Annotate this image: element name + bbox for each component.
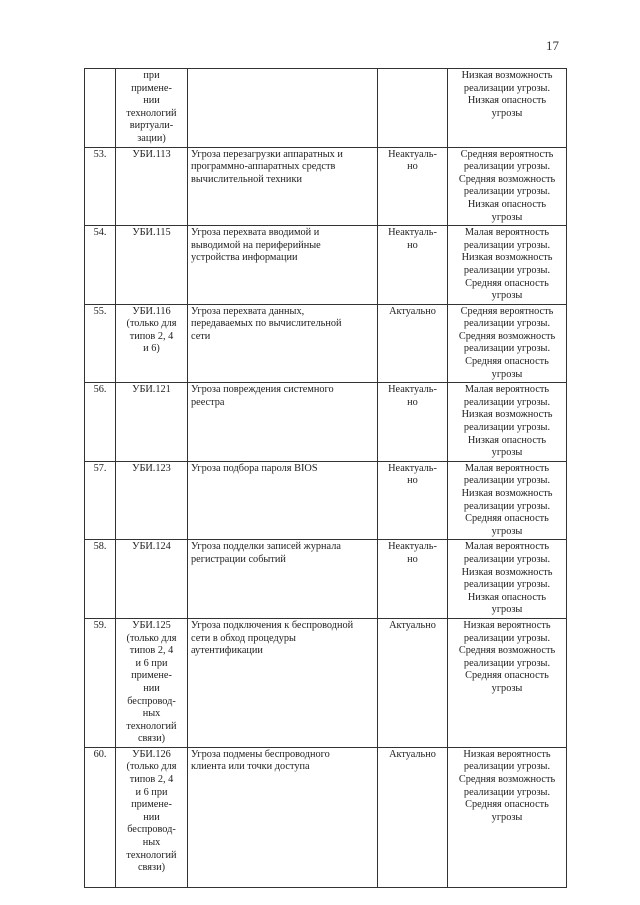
threat-id-cell — [116, 226, 188, 305]
cell-text-line: реализации угрозы. — [463, 186, 551, 198]
cell-text-line: УБИ.113 — [132, 148, 171, 160]
threat-name-cell — [188, 618, 378, 747]
relevance-cell — [378, 226, 448, 305]
cell-text-line: Угроза подбора пароля BIOS — [191, 462, 318, 474]
cell-text-line: типов 2, 4 — [129, 330, 174, 342]
cell-text-line: нии — [143, 811, 160, 823]
cell-text-line: технологий — [126, 720, 177, 732]
cell-text-line: реализации угрозы. — [463, 343, 551, 355]
cell-text-line: Средняя вероятность — [460, 305, 554, 317]
cell-text-line: (только для — [126, 632, 177, 644]
table-row — [85, 540, 567, 619]
threat-name-cell — [188, 69, 378, 148]
cell-text-line: виртуали- — [129, 120, 174, 132]
cell-text-line: реализации угрозы. — [463, 264, 551, 276]
threat-name-cell — [188, 540, 378, 619]
table-row — [85, 226, 567, 305]
cell-text-line: реализации угрозы. — [463, 161, 551, 173]
threat-name-cell — [188, 147, 378, 226]
cell-text-line: и 6 при — [135, 786, 168, 798]
cell-text-line: примене- — [131, 799, 172, 811]
cell-text-line: Неактуаль- — [388, 462, 437, 474]
threat-id-cell — [116, 147, 188, 226]
row-number-cell — [85, 69, 116, 148]
cell-text-line: реализации угрозы. — [463, 657, 551, 669]
cell-text-line: Средняя возможность — [458, 774, 556, 786]
cell-text-line: угрозы — [491, 368, 523, 380]
cell-text-line: Средняя опасность — [465, 513, 549, 525]
cell-text-line: Угроза перехвата данных, — [191, 305, 305, 317]
cell-text-line: реализации угрозы. — [463, 475, 551, 487]
assessment-cell — [448, 540, 567, 619]
cell-text-line: угрозы — [491, 525, 523, 537]
relevance-cell — [378, 383, 448, 462]
cell-text-line: Малая вероятность — [464, 462, 550, 474]
cell-text-line: Средняя опасность — [465, 356, 549, 368]
threat-name-cell — [188, 747, 378, 887]
row-number-cell: 54. — [85, 226, 116, 305]
row-number-cell: 56. — [85, 383, 116, 462]
cell-text-line: передаваемых по вычислительной — [191, 318, 342, 330]
cell-text-line: Неактуаль- — [388, 148, 437, 160]
relevance-cell — [378, 147, 448, 226]
cell-text-line: угрозы — [491, 604, 523, 616]
cell-text-line: Угроза подмены беспроводного — [191, 748, 330, 760]
cell-text-line: реализации угрозы. — [463, 422, 551, 434]
relevance-cell — [378, 618, 448, 747]
assessment-cell — [448, 304, 567, 383]
cell-text-line: реализации угрозы. — [463, 396, 551, 408]
cell-text-line: реализации угрозы. — [463, 318, 551, 330]
threat-id-cell — [116, 540, 188, 619]
row-number-cell: 57. — [85, 461, 116, 540]
assessment-cell — [448, 147, 567, 226]
cell-text-line: УБИ.115 — [132, 227, 171, 239]
cell-text-line: УБИ.116 — [132, 305, 171, 317]
threat-table-body — [85, 69, 567, 888]
cell-text-line: Средняя опасность — [465, 799, 549, 811]
cell-text-line: Низкая возможность — [461, 566, 553, 578]
threat-id-cell — [116, 747, 188, 887]
cell-text-line: беспровод- — [127, 695, 176, 707]
cell-text-line: Угроза перехвата вводимой и — [191, 227, 320, 239]
cell-text-line: зации) — [137, 132, 166, 144]
cell-text-line: угрозы — [491, 290, 523, 302]
relevance-cell — [378, 69, 448, 148]
cell-text-line: вычислительной техники — [191, 173, 302, 185]
cell-text-line: реализации угрозы. — [463, 82, 551, 94]
cell-text-line: Средняя вероятность — [460, 148, 554, 160]
cell-text-line: Актуально — [389, 748, 436, 760]
row-number-cell: 58. — [85, 540, 116, 619]
cell-text-line: Низкая опасность — [467, 434, 547, 446]
threat-id-cell — [116, 304, 188, 383]
threat-name-cell — [188, 383, 378, 462]
cell-text-line: примене- — [131, 670, 172, 682]
cell-text-line: УБИ.126 — [132, 748, 171, 760]
relevance-cell — [378, 747, 448, 887]
threat-table — [84, 68, 567, 888]
cell-text-line: УБИ.121 — [132, 384, 171, 396]
table-row — [85, 383, 567, 462]
cell-text-line: Средняя опасность — [465, 277, 549, 289]
cell-text-line: Малая вероятность — [464, 384, 550, 396]
threat-id-cell — [116, 461, 188, 540]
page-number: 17 — [546, 38, 559, 53]
cell-text-line: Низкая возможность — [461, 70, 553, 81]
cell-text-line: Низкая опасность — [467, 198, 547, 210]
assessment-cell — [448, 383, 567, 462]
cell-text-line: угрозы — [491, 811, 523, 823]
threat-name-cell — [188, 226, 378, 305]
cell-text-line: Низкая возможность — [461, 409, 553, 421]
table-row — [85, 747, 567, 887]
cell-text-line: Неактуаль- — [388, 384, 437, 396]
threat-id-cell — [116, 383, 188, 462]
cell-text-line: Низкая опасность — [467, 95, 547, 107]
cell-text-line: нии — [143, 95, 160, 107]
cell-text-line: Неактуаль- — [388, 227, 437, 239]
cell-text-line: Актуально — [389, 619, 436, 631]
threat-id-cell — [116, 618, 188, 747]
cell-text-line: Низкая возможность — [461, 488, 553, 499]
cell-text-line: Актуально — [389, 305, 436, 317]
table-row — [85, 618, 567, 747]
cell-text-line: угрозы — [491, 682, 523, 694]
table-row — [85, 69, 567, 148]
cell-text-line: УБИ.125 — [132, 619, 171, 631]
cell-text-line: реализации угрозы. — [463, 500, 551, 512]
cell-text-line: примене- — [131, 82, 172, 94]
cell-text-line: технологий — [126, 849, 177, 861]
cell-text-line: Малая вероятность — [464, 227, 550, 239]
row-number-cell: 60. — [85, 747, 116, 887]
cell-text-line: типов 2, 4 — [129, 774, 174, 786]
assessment-cell — [448, 747, 567, 887]
cell-text-line: угрозы — [491, 211, 523, 223]
cell-text-line: реализации угрозы. — [463, 632, 551, 644]
assessment-cell — [448, 461, 567, 540]
cell-text-line: клиента или точки доступа — [191, 761, 310, 773]
cell-text-line: Малая вероятность — [464, 541, 550, 553]
cell-text-line: технологий — [126, 107, 177, 119]
cell-text-line: реестра — [191, 396, 225, 408]
cell-text-line: устройства информации — [191, 252, 298, 264]
cell-text-line: ных — [142, 837, 161, 849]
cell-text-line: Средняя возможность — [458, 173, 556, 185]
table-row — [85, 147, 567, 226]
cell-text-line: ных — [142, 708, 161, 720]
cell-text-line: Угроза подключения к беспроводной — [191, 619, 354, 631]
threat-name-cell — [188, 461, 378, 540]
cell-text-line: но — [407, 239, 418, 251]
cell-text-line: реализации угрозы. — [463, 786, 551, 798]
cell-text-line: реализации угрозы. — [463, 761, 551, 773]
threat-id-cell — [116, 69, 188, 148]
cell-text-line: реализации угрозы. — [463, 553, 551, 565]
cell-text-line: УБИ.124 — [132, 541, 171, 553]
cell-text-line: угрозы — [491, 447, 523, 459]
cell-text-line: реализации угрозы. — [463, 239, 551, 251]
cell-text-line: но — [407, 475, 418, 487]
cell-text-line: УБИ.123 — [132, 462, 171, 474]
row-number-cell: 55. — [85, 304, 116, 383]
cell-text-line: Низкая вероятность — [463, 619, 551, 631]
cell-text-line: Низкая возможность — [461, 252, 553, 264]
cell-text-line: Средняя опасность — [465, 670, 549, 682]
table-row — [85, 461, 567, 540]
cell-text-line: связи) — [137, 862, 166, 874]
cell-text-line: но — [407, 553, 418, 565]
cell-text-line: при — [143, 70, 160, 81]
relevance-cell — [378, 304, 448, 383]
relevance-cell — [378, 540, 448, 619]
assessment-cell — [448, 618, 567, 747]
cell-text-line: нии — [143, 682, 160, 694]
cell-text-line: регистрации событий — [191, 553, 286, 565]
cell-text-line: беспровод- — [127, 824, 176, 836]
cell-text-line: Угроза повреждения системного — [191, 384, 334, 396]
cell-text-line: Угроза перезагрузки аппаратных и — [191, 148, 343, 160]
cell-text-line: аутентификации — [191, 645, 263, 657]
cell-text-line: (только для — [126, 761, 177, 773]
row-number-cell: 59. — [85, 618, 116, 747]
cell-text-line: Средняя возможность — [458, 330, 556, 342]
cell-text-line: но — [407, 161, 418, 173]
assessment-cell — [448, 226, 567, 305]
cell-text-line: типов 2, 4 — [129, 645, 174, 657]
row-number-cell: 53. — [85, 147, 116, 226]
cell-text-line: (только для — [126, 318, 177, 330]
cell-text-line: Неактуаль- — [388, 541, 437, 553]
cell-text-line: выводимой на периферийные — [191, 239, 321, 251]
cell-text-line: сети в обход процедуры — [191, 632, 296, 644]
table-row — [85, 304, 567, 383]
cell-text-line: и 6) — [143, 343, 160, 355]
threat-name-cell — [188, 304, 378, 383]
cell-text-line: угрозы — [491, 107, 523, 119]
cell-text-line: связи) — [137, 733, 166, 745]
cell-text-line: Низкая вероятность — [463, 748, 551, 760]
cell-text-line: но — [407, 396, 418, 408]
cell-text-line: и 6 при — [135, 657, 168, 669]
assessment-cell — [448, 69, 567, 148]
relevance-cell — [378, 461, 448, 540]
cell-text-line: реализации угрозы. — [463, 579, 551, 591]
cell-text-line: Средняя возможность — [458, 645, 556, 657]
cell-text-line: программно-аппаратных средств — [191, 161, 336, 173]
cell-text-line: сети — [191, 330, 211, 342]
cell-text-line: Угроза подделки записей журнала — [191, 541, 341, 553]
cell-text-line: Низкая опасность — [467, 591, 547, 603]
